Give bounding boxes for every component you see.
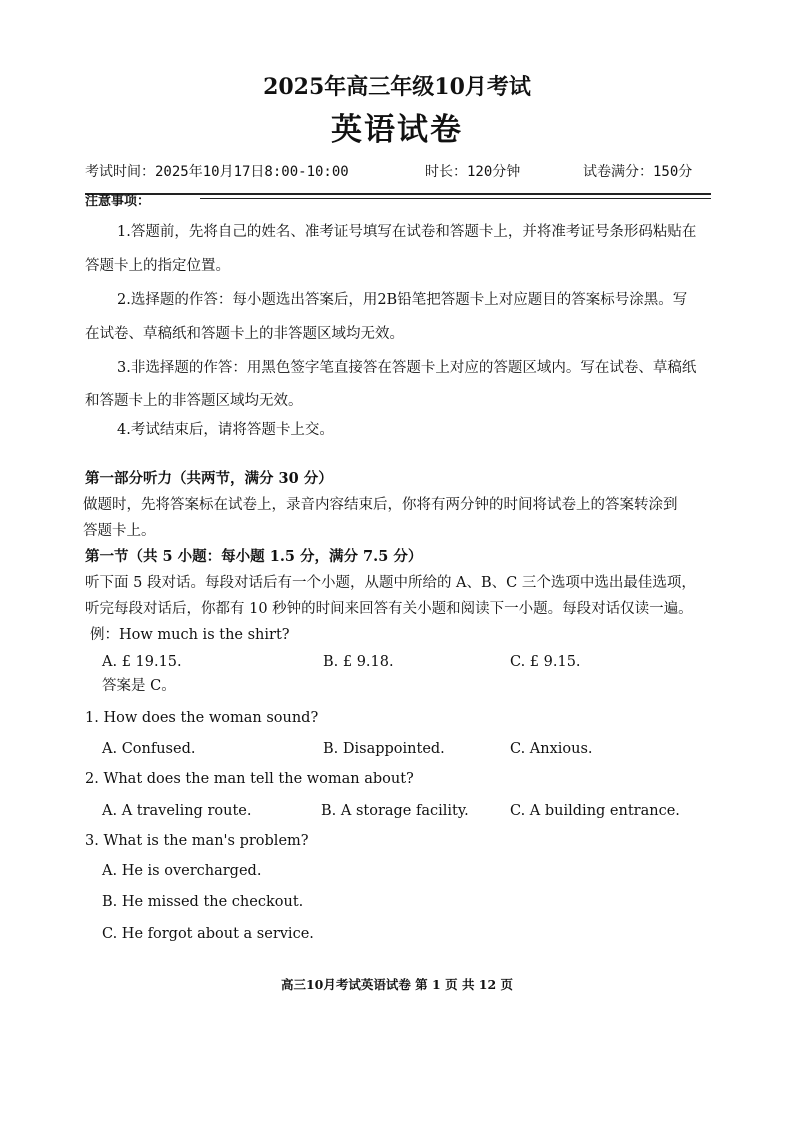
note-line: 3.非选择题的作答：用黑色签字笔直接答在答题卡上对应的答题区域内。写在试卷、草稿纸 (117, 360, 697, 376)
option: B. Disappointed. (323, 741, 445, 757)
option: B. A storage facility. (321, 803, 469, 819)
page-footer: 高三10月考试英语试卷 第 1 页 共 12 页 (280, 977, 514, 992)
question: 1. How does the woman sound? (85, 710, 319, 726)
example-option: C. £ 9.15. (510, 654, 581, 670)
question: 3. What is the man's problem? (85, 833, 309, 849)
option: A. He is overcharged. (102, 863, 262, 879)
notes-heading: 注意事项： (85, 194, 151, 209)
exam-subtitle: 英语试卷 (331, 112, 463, 148)
note-line: 1.答题前，先将自己的姓名、准考证号填写在试卷和答题卡上，并将准考证号条形码粘贴在 (117, 224, 697, 240)
example-option: A. £ 19.15. (102, 654, 182, 670)
example-question: 例：How much is the shirt? (90, 627, 290, 643)
example-option: B. £ 9.18. (323, 654, 394, 670)
section1-intro: 听下面 5 段对话。每段对话后有一个小题，从题中所给的 A、B、C 三个选项中选出最佳选项， (85, 575, 696, 591)
exam-title: 2025年高三年级10月考试 (263, 74, 531, 100)
option: C. A building entrance. (510, 803, 680, 819)
part1-intro: 做题时，先将答案标在试卷上，录音内容结束后，你将有两分钟的时间将试卷上的答案转涂到 (83, 497, 678, 513)
exam-duration: 时长：120分钟 (425, 164, 521, 180)
divider (85, 193, 711, 195)
note-line: 4.考试结束后，请将答题卡上交。 (117, 422, 334, 438)
option: C. He forgot about a service. (102, 926, 314, 942)
note-line: 在试卷、草稿纸和答题卡上的非答题区域均无效。 (85, 326, 404, 342)
section1-intro: 听完每段对话后，你都有 10 秒钟的时间来回答有关小题和阅读下一小题。每段对话仅读一遍。 (85, 601, 693, 617)
exam-time: 考试时间：2025年10月17日8:00-10:00 (85, 164, 349, 180)
option: C. Anxious. (510, 741, 593, 757)
note-line: 和答题卡上的非答题区域均无效。 (85, 393, 303, 409)
example-answer: 答案是 C。 (102, 678, 176, 694)
part1-intro: 答题卡上。 (83, 523, 156, 539)
option: A. Confused. (102, 741, 196, 757)
option: B. He missed the checkout. (102, 894, 304, 910)
divider (200, 198, 711, 199)
option: A. A traveling route. (102, 803, 252, 819)
part1-heading: 第一部分听力（共两节，满分 30 分） (85, 470, 333, 487)
section1-heading: 第一节（共 5 小题：每小题 1.5 分，满分 7.5 分） (85, 548, 423, 565)
full-score: 试卷满分：150分 (583, 164, 693, 180)
note-line: 答题卡上的指定位置。 (85, 258, 230, 274)
question: 2. What does the man tell the woman about? (85, 771, 414, 787)
note-line: 2.选择题的作答：每小题选出答案后，用2B铅笔把答题卡上对应题目的答案标号涂黑。写 (117, 292, 688, 308)
